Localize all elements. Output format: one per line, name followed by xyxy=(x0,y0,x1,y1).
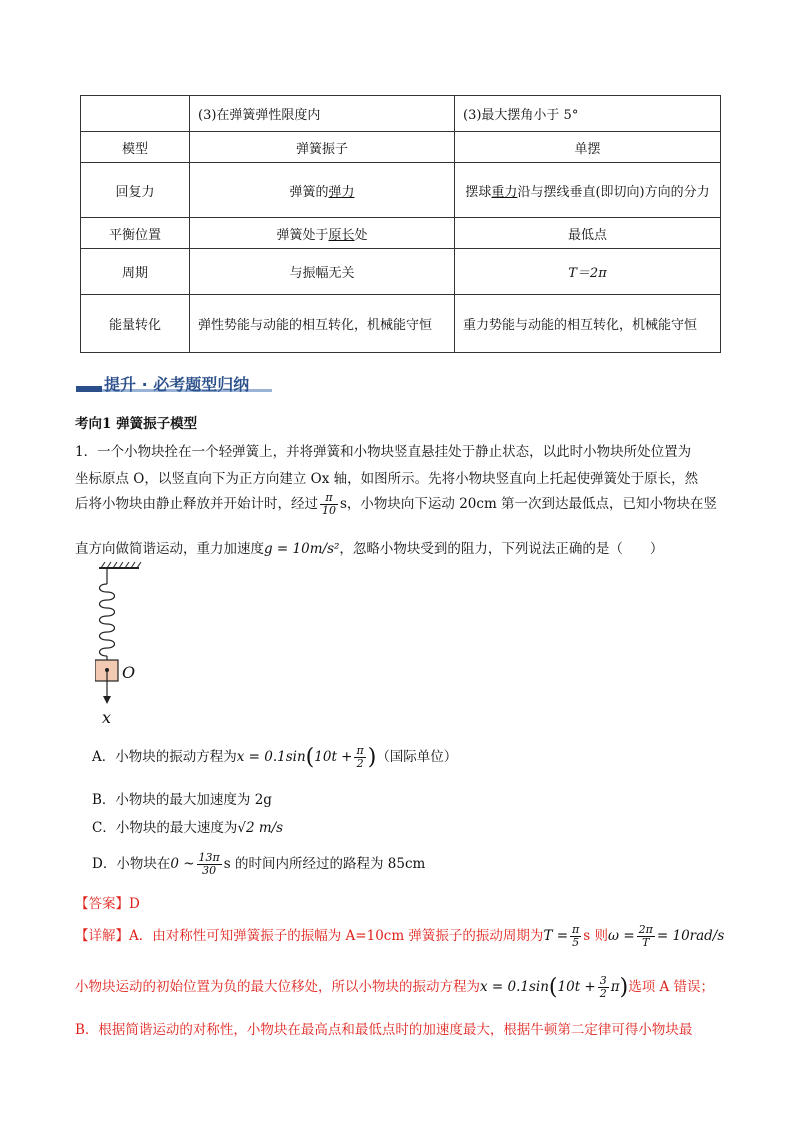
option-text: D．小物块在 xyxy=(92,856,171,872)
equation: ω = xyxy=(608,928,635,944)
detail-line xyxy=(75,975,714,1000)
fraction-denominator: 30 xyxy=(202,864,217,877)
equation: x = 0.1sin xyxy=(480,979,549,995)
cell-text: 摆球 xyxy=(465,184,492,200)
fraction-denominator: 2 xyxy=(356,757,364,770)
topic-heading: 考向1 弹簧振子模型 xyxy=(75,416,198,432)
question-line xyxy=(75,492,717,517)
table-cell xyxy=(190,163,455,218)
equation: = 10rad/s xyxy=(656,928,725,944)
option-b: B．小物块的最大加速度为 2g xyxy=(92,792,272,808)
question-line: 坐标原点 O，以竖直向下为正方向建立 Ox 轴，如图所示。先将小物块竖直向上托起使弹簧处于原长，然 xyxy=(75,471,699,487)
table-row xyxy=(81,218,721,249)
question-line: 1．一个小物块拴在一个轻弹簧上，并将弹簧和小物块竖直悬挂处于静止状态，以此时小物块所处位置为 xyxy=(75,444,692,460)
underlined-term: 重力 xyxy=(491,184,518,200)
table-cell: 周期 xyxy=(81,249,190,295)
section-title: 提升 · 必考题型归纳 xyxy=(104,375,250,394)
question-text: 直方向做简谐运动，重力加速度 xyxy=(75,541,264,557)
table-cell: 最低点 xyxy=(455,218,721,249)
fraction xyxy=(197,852,222,877)
gravity-value: g = 10m/s² xyxy=(264,541,340,557)
option-text: （国际单位） xyxy=(376,749,458,765)
table-cell: 回复力 xyxy=(81,163,190,218)
question-text: s，小物块向下运动 20cm 第一次到达最低点，已知小物块在竖 xyxy=(340,496,718,512)
cell-text: 弹簧处于 xyxy=(276,227,329,243)
equation: 0 ~ xyxy=(170,856,195,872)
question-line xyxy=(75,537,663,557)
underlined-term: 弹力 xyxy=(328,184,355,200)
axis-label: x xyxy=(102,708,112,727)
fraction-numerator: π xyxy=(356,744,364,757)
table-row xyxy=(81,295,721,353)
option-c xyxy=(92,816,283,836)
option-a xyxy=(92,745,457,770)
option-text: s 的时间内所经过的路程为 85cm xyxy=(223,856,426,872)
detail-line: B．根据简谐运动的对称性，小物块在最高点和最低点时的加速度最大，根据牛顿第二定律可得小物块最 xyxy=(75,1022,693,1038)
fraction-numerator: 2π xyxy=(638,923,653,936)
fraction-denominator: T xyxy=(642,936,650,949)
table-cell xyxy=(455,163,721,218)
section-banner xyxy=(76,372,276,396)
paren: ) xyxy=(367,745,377,770)
table-cell: 重力势能与动能的相互转化，机械能守恒 xyxy=(455,295,721,353)
table-row xyxy=(81,132,721,163)
table-cell: (3)在弹簧弹性限度内 xyxy=(190,96,455,132)
option-d xyxy=(92,852,425,877)
table-cell: 与振幅无关 xyxy=(190,249,455,295)
table-cell: 弹性势能与动能的相互转化，机械能守恒 xyxy=(190,295,455,353)
cell-text: 沿与摆线垂直(即切向)方向的分力 xyxy=(517,184,710,200)
option-text: A．小物块的振动方程为 xyxy=(92,749,237,765)
equation: T = xyxy=(543,928,569,944)
option-text: C．小物块的最大速度为 xyxy=(92,820,238,836)
cell-text: 弹簧的 xyxy=(289,184,329,200)
detail-text: 小物块运动的初始位置为负的最大位移处，所以小物块的振动方程为 xyxy=(75,979,480,995)
table-cell: 弹簧振子 xyxy=(190,132,455,163)
fraction xyxy=(570,924,581,949)
question-text: 后将小物块由静止释放并开始计时，经过 xyxy=(75,496,318,512)
detail-line xyxy=(75,924,724,949)
table-cell: 能量转化 xyxy=(81,295,190,353)
paren: ( xyxy=(305,745,315,770)
table-row xyxy=(81,96,721,132)
arrow-down-icon xyxy=(103,696,111,704)
fraction xyxy=(354,745,365,770)
fraction-numerator: 13π xyxy=(198,851,220,864)
answer-label: 【答案】D xyxy=(75,896,140,912)
fraction xyxy=(637,924,655,949)
table-row xyxy=(81,163,721,218)
equation: 10t + xyxy=(557,979,596,995)
table-cell xyxy=(81,96,190,132)
spring-figure xyxy=(95,562,155,727)
fraction xyxy=(320,492,338,517)
comparison-table xyxy=(80,95,721,353)
fraction-denominator: 10 xyxy=(322,504,336,517)
table-cell: T＝2π xyxy=(455,249,721,295)
table-cell: 平衡位置 xyxy=(81,218,190,249)
paren: ( xyxy=(548,975,558,1000)
spring-coil-icon xyxy=(100,584,115,656)
detail-text: 选项 A 错误； xyxy=(628,979,715,995)
equation: π xyxy=(610,979,620,995)
cell-text: 处 xyxy=(354,227,368,243)
detail-text: 【详解】A．由对称性可知弹簧振子的振幅为 A=10cm 弹簧振子的振动周期为 xyxy=(75,928,544,944)
table-cell: 模型 xyxy=(81,132,190,163)
fraction-denominator: 2 xyxy=(599,987,607,1000)
equation: √2 m/s xyxy=(237,820,284,836)
fraction-numerator: π xyxy=(320,492,338,505)
table-row xyxy=(81,249,721,295)
fraction-denominator: 5 xyxy=(572,936,580,949)
fraction-numerator: 3 xyxy=(599,974,607,987)
question-text: ，忽略小物块受到的阻力，下列说法正确的是（ ） xyxy=(339,541,664,557)
fraction xyxy=(598,975,609,1000)
table-cell: (3)最大摆角小于 5° xyxy=(455,96,721,132)
table-cell xyxy=(190,218,455,249)
fraction-numerator: π xyxy=(572,923,580,936)
table-cell: 单摆 xyxy=(455,132,721,163)
equation: x = 0.1sin xyxy=(236,749,306,765)
equation: 10t + xyxy=(314,749,353,765)
underlined-term: 原长 xyxy=(328,227,355,243)
origin-label: O xyxy=(122,663,136,682)
paren: ) xyxy=(619,975,629,1000)
detail-text: s 则 xyxy=(583,928,609,944)
